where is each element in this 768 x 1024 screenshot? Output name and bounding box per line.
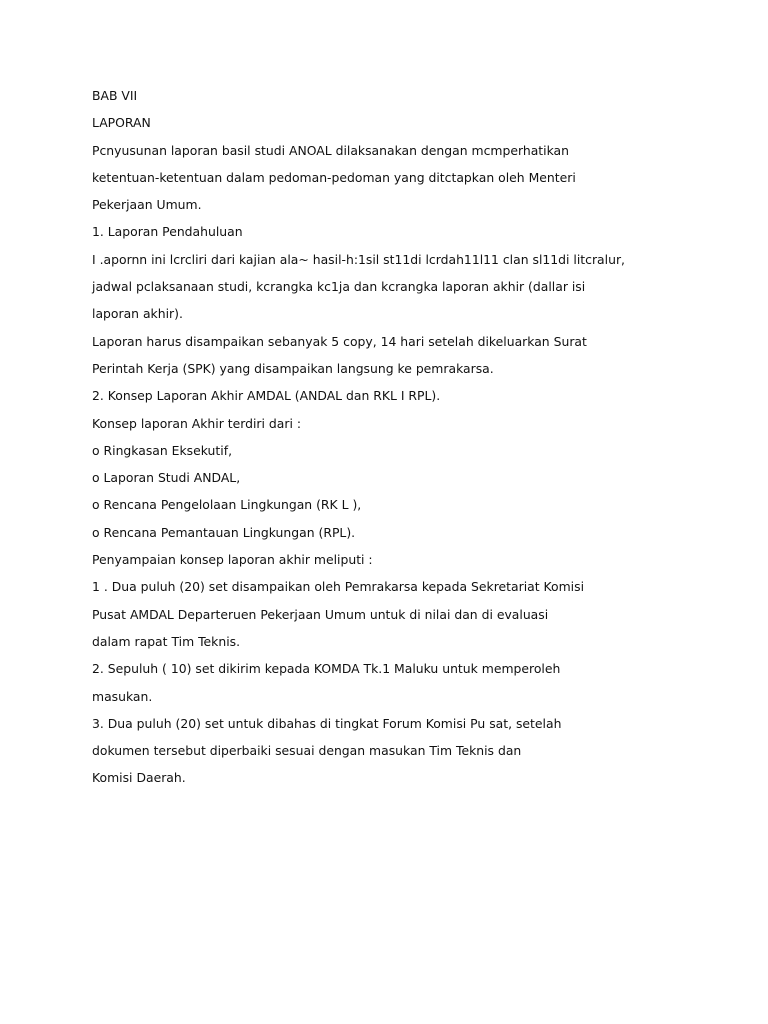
list-item: o Rencana Pemantauan Lingkungan (RPL). bbox=[92, 524, 356, 540]
numbered-item-continuation: dalam rapat Tim Teknis. bbox=[92, 633, 241, 649]
numbered-item-continuation: dokumen tersebut diperbaiki sesuai dengan masukan Tim Teknis dan bbox=[92, 743, 522, 759]
numbered-item-continuation: masukan. bbox=[92, 688, 153, 704]
paragraph-line: Pcnyusunan laporan basil studi ANOAL dilaksanakan dengan mcmperhatikan bbox=[92, 142, 569, 158]
chapter-title: LAPORAN bbox=[92, 115, 151, 131]
paragraph-line: I .apornn ini lcrcliri dari kajian ala~ hasil-h:1sil st11di lcrdah11l11 clan sl11di litcralur, bbox=[92, 251, 625, 267]
document-body bbox=[92, 86, 692, 796]
paragraph-line: Pekerjaan Umum. bbox=[92, 197, 202, 213]
list-item: o Rencana Pengelolaan Lingkungan (RK L ), bbox=[92, 497, 362, 513]
numbered-item: 1 . Dua puluh (20) set disampaikan oleh Pemrakarsa kepada Sekretariat Komisi bbox=[92, 579, 585, 595]
section-heading: 1. Laporan Pendahuluan bbox=[92, 224, 243, 240]
paragraph-line: jadwal pclaksanaan studi, kcrangka kc1ja dan kcrangka laporan akhir (dallar isi bbox=[92, 279, 586, 295]
numbered-item-continuation: Komisi Daerah. bbox=[92, 770, 186, 786]
numbered-item-continuation: Pusat AMDAL Departeruen Pekerjaan Umum untuk di nilai dan di evaluasi bbox=[92, 606, 549, 622]
section-heading: 2. Konsep Laporan Akhir AMDAL (ANDAL dan RKL I RPL). bbox=[92, 388, 441, 404]
paragraph-line: ketentuan-ketentuan dalam pedoman-pedoman yang ditctapkan oleh Menteri bbox=[92, 169, 576, 185]
paragraph-line: Konsep laporan Akhir terdiri dari : bbox=[92, 415, 302, 431]
numbered-item: 3. Dua puluh (20) set untuk dibahas di tingkat Forum Komisi Pu sat, setelah bbox=[92, 715, 562, 731]
list-item: o Laporan Studi ANDAL, bbox=[92, 470, 241, 486]
paragraph-line: laporan akhir). bbox=[92, 306, 183, 322]
list-item: o Ringkasan Eksekutif, bbox=[92, 442, 233, 458]
numbered-item: 2. Sepuluh ( 10) set dikirim kepada KOMDA Tk.1 Maluku untuk memperoleh bbox=[92, 661, 561, 677]
paragraph-line: Perintah Kerja (SPK) yang disampaikan langsung ke pemrakarsa. bbox=[92, 360, 494, 376]
paragraph-line: Penyampaian konsep laporan akhir meliputi : bbox=[92, 552, 373, 568]
paragraph-line: Laporan harus disampaikan sebanyak 5 copy, 14 hari setelah dikeluarkan Surat bbox=[92, 333, 587, 349]
chapter-heading: BAB VII bbox=[92, 88, 138, 103]
